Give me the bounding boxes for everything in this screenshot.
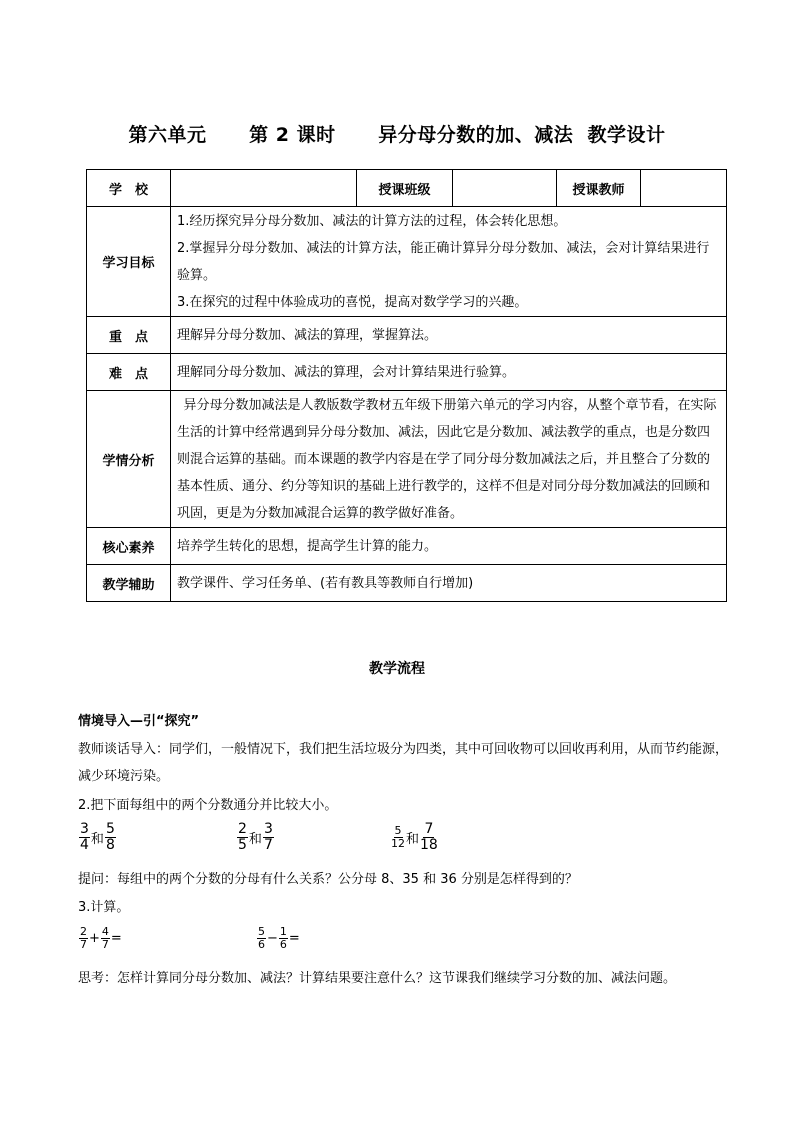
key-content: 理解异分母分数加、减法的算理，掌握算法。: [171, 317, 727, 354]
fraction: $\frac{3}{4}$: [80, 821, 89, 853]
fraction: $\frac{3}{7}$: [263, 821, 273, 853]
equals: =: [288, 930, 300, 946]
aids-label: 教学辅助: [87, 565, 171, 602]
teacher-value: [641, 170, 727, 207]
fraction: $\frac{4}{7}$: [101, 925, 109, 951]
key-label: 重 点: [87, 317, 171, 354]
goal-item: 1.经历探究异分母分数加、减法的计算方法的过程，体会转化思想。: [177, 213, 567, 229]
and-text: 和: [248, 831, 262, 847]
fraction-pair: [236, 822, 275, 852]
section-heading: 教学流程: [369, 661, 425, 677]
equals: =: [110, 930, 122, 946]
think-text: 思考：怎样计算同分母分数加、减法？计算结果要注意什么？这节课我们继续学习分数的加、减法问题。: [78, 971, 677, 986]
table-row: [87, 391, 727, 528]
goals-content: [171, 207, 727, 317]
goals-label: 学习目标: [87, 207, 171, 317]
school-value: [171, 170, 357, 207]
item-3: 3.计算。: [78, 900, 130, 915]
fraction: $\frac{7}{18}$: [420, 821, 438, 853]
and-text: 和: [90, 831, 104, 847]
table-row: [87, 317, 727, 354]
table-row: [87, 207, 727, 317]
school-label: 学 校: [87, 170, 171, 207]
fraction: $\frac{5}{8}$: [105, 821, 115, 853]
intro-heading: 情境导入—引“探究”: [78, 714, 200, 729]
fraction-pair: [390, 822, 439, 852]
analysis-label: 学情分析: [87, 391, 171, 528]
operator: +: [89, 930, 100, 946]
fraction: $\frac{5}{12}$: [391, 824, 405, 850]
document-title: 第六单元 第 2 课时 异分母分数的加、减法 教学设计: [128, 124, 666, 146]
class-label: 授课班级: [357, 170, 453, 207]
fraction: $\frac{5}{6}$: [258, 925, 265, 951]
question-text: 提问：每组中的两个分数的分母有什么关系？公分母 8、35 和 36 分别是怎样得到的？: [78, 872, 578, 887]
fraction: $\frac{2}{5}$: [238, 821, 247, 853]
table-row: [87, 170, 727, 207]
fraction: $\frac{1}{6}$: [279, 925, 287, 951]
literacy-label: 核心素养: [87, 528, 171, 565]
table-row: [87, 528, 727, 565]
goal-item: 3.在探究的过程中体验成功的喜悦，提高对数学学习的兴趣。: [177, 294, 528, 310]
goal-item: 2.掌握异分母分数加、减法的计算方法，能正确计算异分母分数加、减法，会对计算结果进行验算。: [177, 240, 710, 283]
and-text: 和: [406, 831, 420, 847]
calc-expression: [256, 926, 300, 950]
table-row: [87, 565, 727, 602]
intro-text: 教师谈话导入：同学们，一般情况下，我们把生活垃圾分为四类，其中可回收物可以回收再利用，从而节约能源，减少环境污染。: [78, 742, 729, 784]
aids-content: 教学课件、学习任务单、(若有教具等教师自行增加): [171, 565, 727, 602]
operator: −: [267, 930, 278, 946]
class-value: [453, 170, 557, 207]
difficulty-content: 理解同分母分数加、减法的算理，会对计算结果进行验算。: [171, 354, 727, 391]
analysis-content: [171, 391, 727, 528]
lesson-info-table: [86, 169, 727, 602]
difficulty-label: 难 点: [87, 354, 171, 391]
teacher-label: 授课教师: [557, 170, 641, 207]
literacy-content: 培养学生转化的思想，提高学生计算的能力。: [171, 528, 727, 565]
fraction-pair: [78, 822, 117, 852]
calc-expression: [78, 926, 122, 950]
fraction: $\frac{2}{7}$: [80, 925, 87, 951]
table-row: [87, 354, 727, 391]
item-2: 2.把下面每组中的两个分数通分并比较大小。: [78, 798, 338, 813]
analysis-text: 异分母分数加减法是人教版数学教材五年级下册第六单元的学习内容，从整个章节看，在实际生活的计算中经常遇到异分母分数加、减法，因此它是分数加、减法教学的重点，也是分数四则混合运算的基础。而本课题的教学内容是在学了同分母分数加减法之后，并且整合了分数的基本性质、通分、约分等知识的基础上进行教学的，这样不但是对同分母分数加减法的回顾和巩固，更是为分数加减混合运算的教学做好准备。: [177, 397, 717, 521]
